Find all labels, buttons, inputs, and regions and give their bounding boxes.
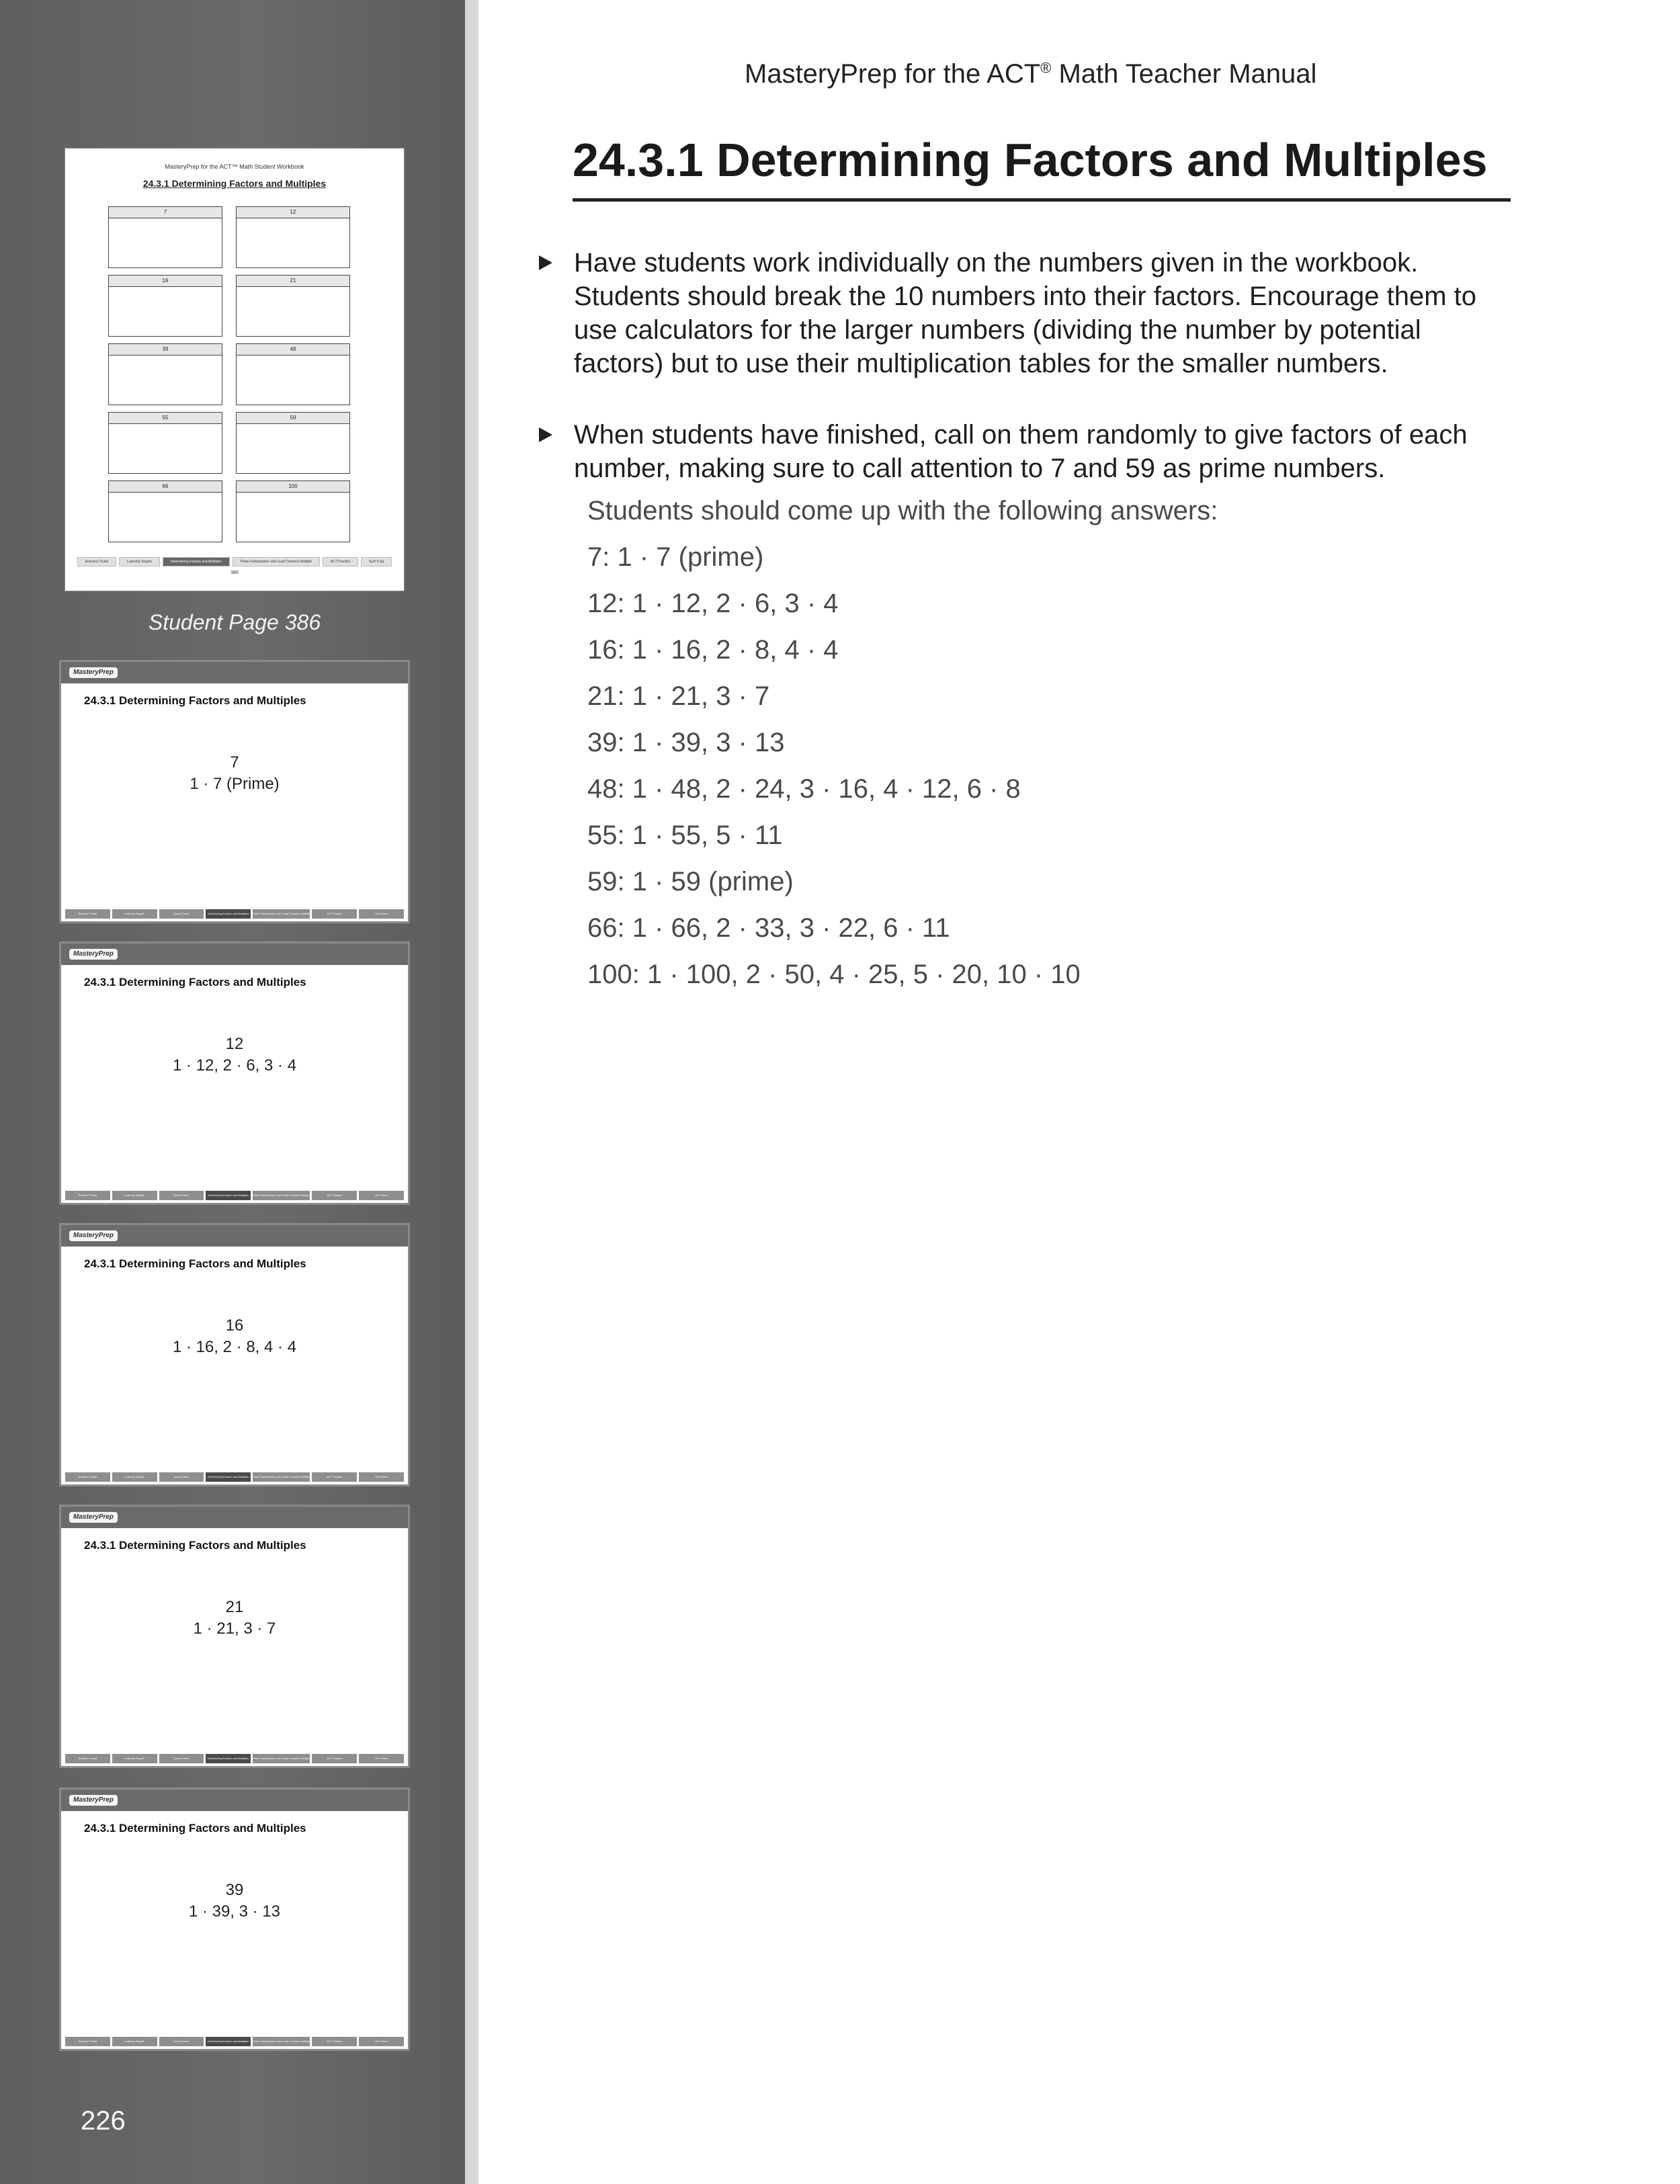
slide-number: 12 — [225, 1035, 244, 1053]
slide-nav-tab: ACT Practice — [312, 1472, 357, 1482]
thumbnail-caption: Student Page 386 — [148, 610, 321, 634]
slide-nav-tab: Prime Factorization and Least Common Multiple — [253, 2037, 310, 2046]
answer-line: 21: 1 · 21, 3 · 7 — [587, 681, 770, 711]
slide-nav-tab: Prime Factorization and Least Common Multiple — [253, 1754, 310, 1763]
slide-nav-tab: ACT Practice — [312, 1191, 357, 1200]
slide-nav-tab: Prime Factorization and Least Common Multiple — [253, 909, 310, 919]
slide-nav-tab: Quick Check — [159, 2037, 204, 2046]
slide-nav-tab: Learning Targets — [112, 1754, 157, 1763]
workbook-title: 24.3.1 Determining Factors and Multiples — [142, 178, 327, 189]
answers-intro: Students should come up with the following answers: — [587, 496, 1218, 526]
slide-nav-tab: Exit Ticket — [359, 1472, 404, 1482]
slide-number: 7 — [230, 753, 239, 771]
slide-nav-tab: Learning Targets — [112, 1472, 157, 1482]
slide-title: 24.3.1 Determining Factors and Multiples — [84, 976, 306, 989]
slide-factors: 1 · 16, 2 · 8, 4 · 4 — [172, 1338, 297, 1356]
workbook-box — [108, 275, 222, 337]
slide-nav-tab: Quick Check — [159, 1754, 204, 1763]
slide-nav-tab: Learning Targets — [112, 909, 157, 919]
slide-thumbnail — [59, 941, 410, 1205]
slide-nav-tab: Entrance Ticket — [65, 1191, 110, 1200]
slide-nav — [65, 1472, 404, 1482]
slide-nav-tab-active: Determining Factors and Multiples — [206, 1754, 251, 1763]
answer-line: 66: 1 · 66, 2 · 33, 3 · 22, 6 · 11 — [587, 913, 950, 943]
page-number: 226 — [81, 2106, 126, 2136]
workbook-box — [108, 206, 222, 268]
slide-nav-tab-active: Determining Factors and Multiples — [206, 909, 251, 919]
title-underline — [573, 198, 1511, 202]
slide-header-bar — [61, 1790, 408, 1811]
answer-line: 16: 1 · 16, 2 · 8, 4 · 4 — [587, 635, 839, 665]
masteryprep-logo: MasteryPrep — [69, 1795, 118, 1806]
slide-number: 39 — [225, 1881, 244, 1899]
slide-thumbnail — [59, 1788, 410, 2051]
running-header-suffix: Math Teacher Manual — [1051, 59, 1317, 89]
slide-factors: 1 · 21, 3 · 7 — [193, 1620, 276, 1638]
slide-nav-tab: Exit Ticket — [359, 2037, 404, 2046]
slide-nav-tab: Entrance Ticket — [65, 1754, 110, 1763]
workbook-box-label: 12 — [237, 207, 349, 218]
slide-nav — [65, 909, 404, 919]
answer-line: 12: 1 · 12, 2 · 6, 3 · 4 — [587, 589, 839, 618]
workbook-box-label: 39 — [109, 344, 222, 355]
workbook-box-label: 21 — [237, 276, 349, 287]
masteryprep-logo: MasteryPrep — [69, 949, 118, 960]
workbook-box-label: 16 — [109, 276, 222, 287]
bullet-text: When students have finished, call on them randomly to give factors of each number, making sure to call attention to 7 and 59 as prime numbers. — [574, 420, 1468, 483]
workbook-page-number: 386 — [230, 571, 239, 575]
slide-title: 24.3.1 Determining Factors and Multiples — [84, 1822, 306, 1835]
workbook-box — [236, 480, 350, 542]
slide-thumbnail — [59, 660, 410, 923]
masteryprep-logo: MasteryPrep — [69, 667, 118, 678]
slide-nav — [65, 2037, 404, 2046]
slide-header-bar — [61, 1225, 408, 1247]
slide-nav-tab: Exit Ticket — [359, 1191, 404, 1200]
slide-title: 24.3.1 Determining Factors and Multiples — [84, 1539, 306, 1552]
slide-number: 21 — [225, 1598, 244, 1616]
slide-nav-tab: Exit Ticket — [359, 909, 404, 919]
workbook-box-label: 59 — [237, 413, 349, 424]
bullet-text: Have students work individually on the numbers given in the workbook. Students should break the 10 numbers into their factors. Encourage them to use calculators for the larger numbers (dividing the number by potential factors) but to use their multiplication tables for the smaller numbers. — [574, 248, 1477, 378]
workbook-tab: Sum It Up — [361, 557, 392, 566]
workbook-box — [236, 343, 350, 405]
slide-factors: 1 · 12, 2 · 6, 3 · 4 — [172, 1056, 297, 1075]
slide-number: 16 — [225, 1316, 244, 1335]
workbook-box — [236, 412, 350, 474]
answer-line: 7: 1 · 7 (prime) — [587, 542, 764, 572]
slide-nav-tab: Prime Factorization and Least Common Multiple — [253, 1191, 310, 1200]
workbook-box-label: 100 — [237, 481, 349, 493]
slide-nav — [65, 1191, 404, 1200]
running-header — [745, 59, 1316, 89]
slide-nav-tab: Learning Targets — [112, 2037, 157, 2046]
workbook-box — [236, 275, 350, 337]
slide-nav-tab-active: Determining Factors and Multiples — [206, 2037, 251, 2046]
slide-nav-tab: Entrance Ticket — [65, 2037, 110, 2046]
workbook-box — [108, 480, 222, 542]
sidebar-edge — [465, 0, 478, 2184]
workbook-page-thumbnail — [65, 148, 405, 591]
workbook-tabs — [77, 557, 392, 566]
slide-header-bar — [61, 662, 408, 683]
workbook-box-label: 66 — [109, 481, 222, 493]
workbook-box-label: 55 — [109, 413, 222, 424]
masteryprep-logo: MasteryPrep — [69, 1512, 118, 1523]
slide-nav-tab: Exit Ticket — [359, 1754, 404, 1763]
slide-header-bar — [61, 943, 408, 965]
slide-nav-tab: ACT Practice — [312, 1754, 357, 1763]
slide-header-bar — [61, 1507, 408, 1528]
workbook-header: MasteryPrep for the ACT™ Math Student Workbook — [165, 163, 304, 170]
slide-nav-tab-active: Determining Factors and Multiples — [206, 1191, 251, 1200]
slide-nav — [65, 1754, 404, 1763]
slide-nav-tab: Entrance Ticket — [65, 909, 110, 919]
workbook-tab: Entrance Ticket — [77, 557, 116, 566]
workbook-box — [108, 343, 222, 405]
slide-nav-tab: ACT Practice — [312, 2037, 357, 2046]
masteryprep-logo: MasteryPrep — [69, 1230, 118, 1241]
answer-line: 59: 1 · 59 (prime) — [587, 867, 794, 896]
workbook-tab: Prime Factorization and Least Common Multiple — [233, 557, 320, 566]
workbook-box-label: 48 — [237, 344, 349, 355]
slide-nav-tab: Quick Check — [159, 1191, 204, 1200]
slide-thumbnail — [59, 1223, 410, 1486]
slide-nav-tab-active: Determining Factors and Multiples — [206, 1472, 251, 1482]
slide-thumbnail — [59, 1505, 410, 1768]
registered-mark: ® — [1040, 59, 1052, 77]
workbook-tab: ACT Practice — [323, 557, 358, 566]
section-title: 24.3.1 Determining Factors and Multiples — [573, 134, 1488, 186]
slide-nav-tab: Prime Factorization and Least Common Multiple — [253, 1472, 310, 1482]
slide-title: 24.3.1 Determining Factors and Multiples — [84, 694, 306, 707]
slide-nav-tab: ACT Practice — [312, 909, 357, 919]
running-header-text: MasteryPrep for the ACT — [745, 59, 1041, 89]
answer-line: 39: 1 · 39, 3 · 13 — [587, 728, 785, 757]
workbook-tab-active: Determining Factors and Multiples — [163, 557, 230, 566]
slide-title: 24.3.1 Determining Factors and Multiples — [84, 1257, 306, 1270]
workbook-box-label: 7 — [109, 207, 222, 218]
slide-nav-tab: Quick Check — [159, 909, 204, 919]
slide-nav-tab: Quick Check — [159, 1472, 204, 1482]
answer-line: 55: 1 · 55, 5 · 11 — [587, 821, 783, 850]
workbook-tab: Learning Targets — [119, 557, 160, 566]
triangle-bullet-icon — [539, 427, 552, 442]
slide-factors: 1 · 7 (Prime) — [190, 775, 280, 793]
workbook-box-grid — [108, 206, 364, 552]
slide-factors: 1 · 39, 3 · 13 — [188, 1902, 281, 1921]
triangle-bullet-icon — [539, 255, 552, 270]
workbook-box — [108, 412, 222, 474]
slide-nav-tab: Learning Targets — [112, 1191, 157, 1200]
answer-line: 100: 1 · 100, 2 · 50, 4 · 25, 5 · 20, 10 · 10 — [587, 960, 1081, 989]
workbook-box — [236, 206, 350, 268]
answer-line: 48: 1 · 48, 2 · 24, 3 · 16, 4 · 12, 6 · 8 — [587, 774, 1021, 804]
slide-nav-tab: Entrance Ticket — [65, 1472, 110, 1482]
